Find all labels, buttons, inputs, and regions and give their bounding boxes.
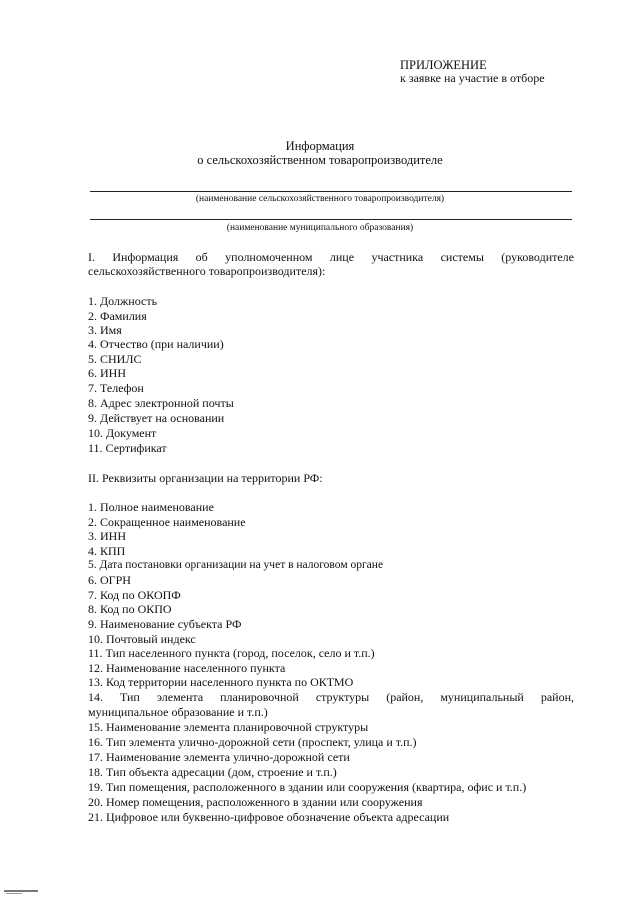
list-item: 21. Цифровое или буквенно-цифровое обозначение объекта адресации bbox=[88, 810, 450, 824]
list-item: 9. Действует на основании bbox=[88, 411, 225, 425]
scan-artifact bbox=[6, 893, 22, 894]
list-item: 14. Тип элемента планировочной структуры (район, муниципальный район, bbox=[88, 690, 574, 704]
list-item: 10. Документ bbox=[88, 426, 157, 440]
list-item: 5. СНИЛС bbox=[88, 352, 142, 366]
list-item: 2. Сокращенное наименование bbox=[88, 515, 246, 529]
list-item: 13. Код территории населенного пункта по ОКТМО bbox=[88, 675, 354, 689]
list-item: 8. Адрес электронной почты bbox=[88, 396, 234, 410]
list-item: 18. Тип объекта адресации (дом, строение и т.п.) bbox=[88, 765, 337, 779]
producer-name-line bbox=[90, 191, 572, 192]
list-item: 4. КПП bbox=[88, 544, 126, 558]
list-item: 9. Наименование субъекта РФ bbox=[88, 617, 242, 631]
list-item: 3. Имя bbox=[88, 323, 122, 337]
list-item: 20. Номер помещения, расположенного в здании или сооружения bbox=[88, 795, 423, 809]
producer-name-caption: (наименование сельскохозяйственного товаропроизводителя) bbox=[195, 194, 445, 204]
municipality-caption: (наименование муниципального образования) bbox=[226, 223, 414, 233]
list-item: 10. Почтовый индекс bbox=[88, 632, 196, 646]
list-item: 7. Телефон bbox=[88, 381, 144, 395]
list-item: 15. Наименование элемента планировочной структуры bbox=[88, 720, 369, 734]
list-item: 6. ОГРН bbox=[88, 573, 131, 587]
list-item: 12. Наименование населенного пункта bbox=[88, 661, 286, 675]
list-item: 5. Дата постановки организации на учет в налоговом органе bbox=[88, 559, 384, 571]
municipality-line bbox=[90, 219, 572, 220]
list-item: 17. Наименование элемента улично-дорожной сети bbox=[88, 750, 350, 764]
scan-artifact bbox=[4, 890, 38, 892]
list-item: 2. Фамилия bbox=[88, 309, 147, 323]
list-item: 6. ИНН bbox=[88, 366, 126, 380]
list-item: 19. Тип помещения, расположенного в здании или сооружения (квартира, офис и т.п.) bbox=[88, 780, 527, 794]
appendix-label: ПРИЛОЖЕНИЕ bbox=[400, 58, 487, 72]
list-item: 11. Тип населенного пункта (город, поселок, село и т.п.) bbox=[88, 646, 375, 660]
list-item: 1. Должность bbox=[88, 294, 158, 308]
list-item: 3. ИНН bbox=[88, 529, 126, 543]
list-item-cont: муниципальное образование и т.п.) bbox=[88, 705, 268, 719]
list-item: 16. Тип элемента улично-дорожной сети (проспект, улица и т.п.) bbox=[88, 735, 417, 749]
list-item: 1. Полное наименование bbox=[88, 500, 214, 514]
list-item: 8. Код по ОКПО bbox=[88, 602, 172, 616]
list-item: 7. Код по ОКОПФ bbox=[88, 588, 181, 602]
document-title: Информация bbox=[285, 139, 355, 153]
section-2-heading: II. Реквизиты организации на территории РФ: bbox=[88, 471, 323, 485]
document-subtitle: о сельскохозяйственном товаропроизводителе bbox=[197, 153, 443, 167]
list-item: 4. Отчество (при наличии) bbox=[88, 337, 224, 351]
section-1-heading: I. Информация об уполномоченном лице участника системы (руководителе bbox=[88, 250, 574, 264]
appendix-subtitle: к заявке на участие в отборе bbox=[400, 71, 545, 85]
section-1-heading-cont: сельскохозяйственного товаропроизводителя): bbox=[88, 264, 326, 278]
list-item: 11. Сертификат bbox=[88, 441, 167, 455]
